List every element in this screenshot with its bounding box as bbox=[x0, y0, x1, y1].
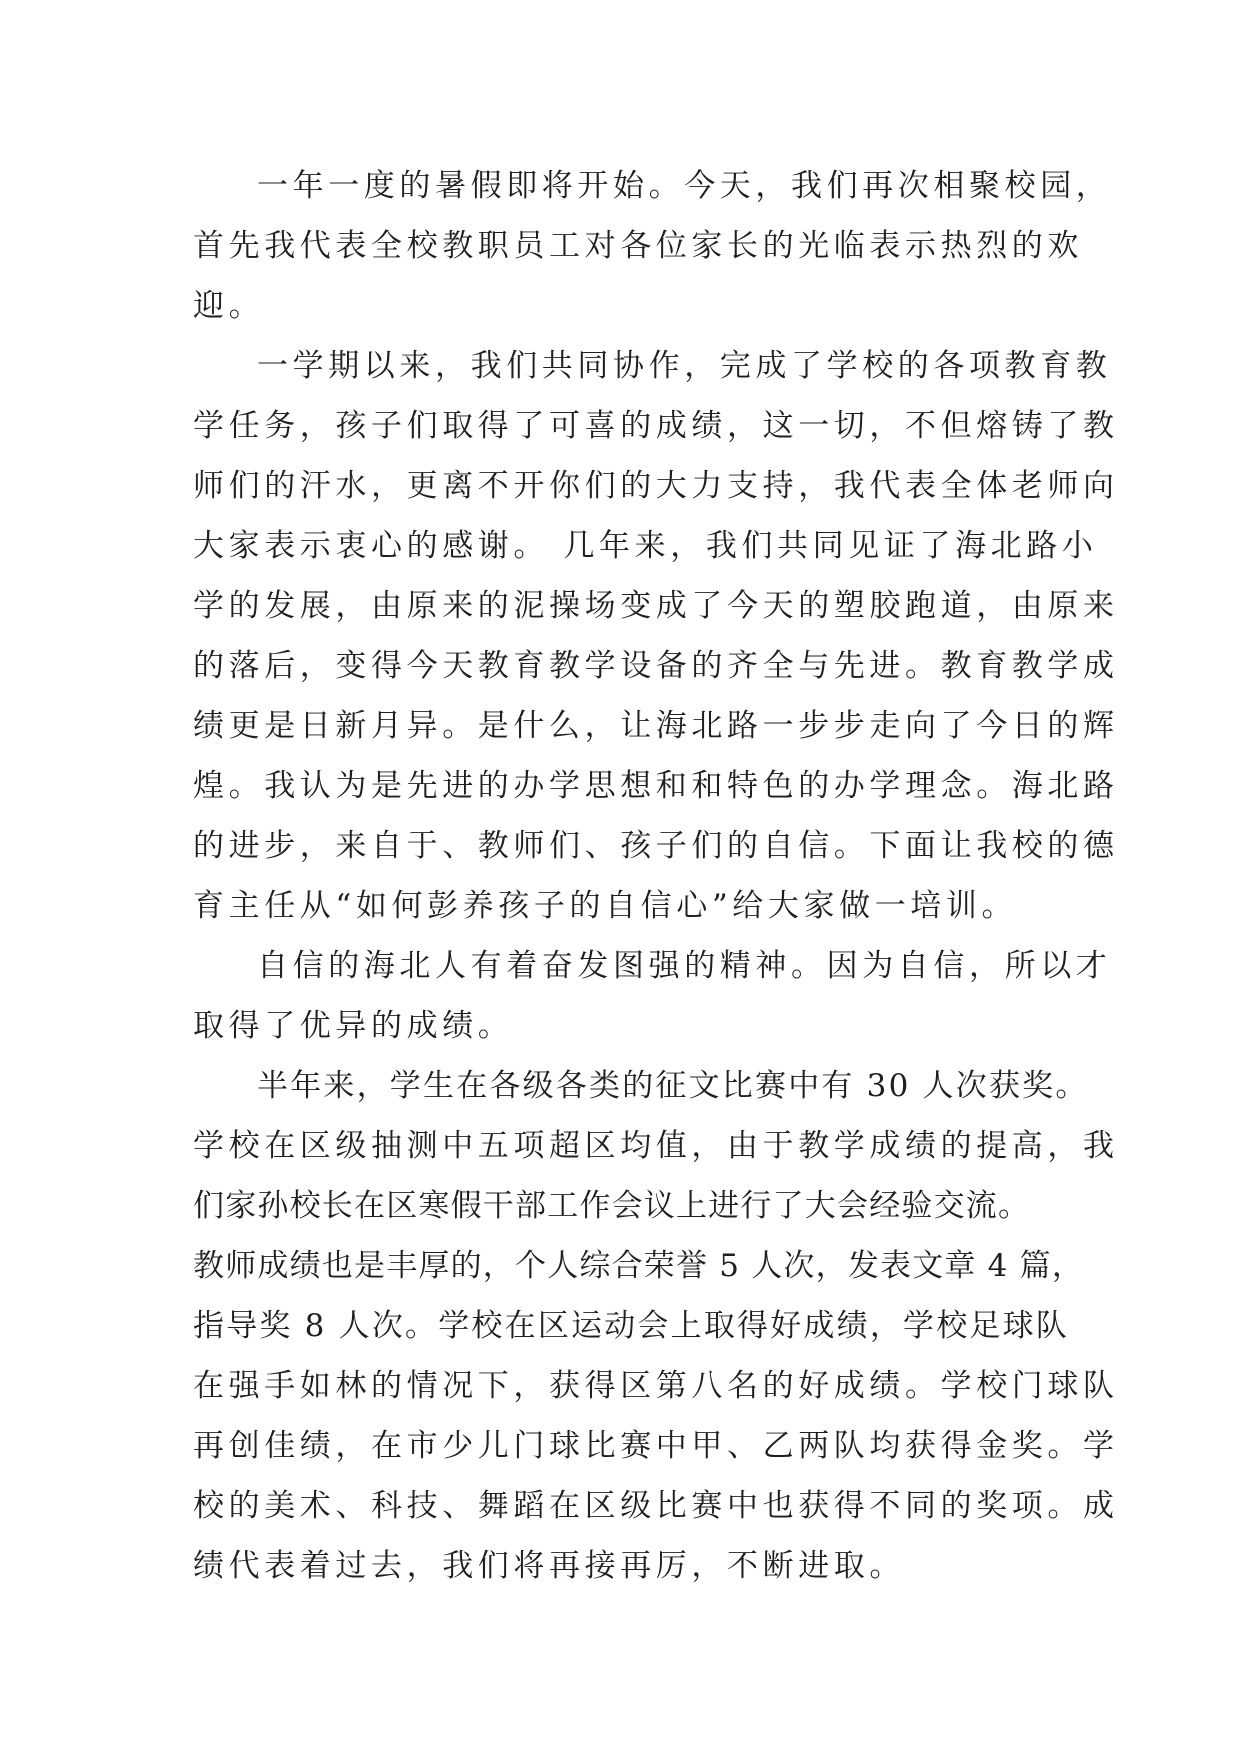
text-line: 自信的海北人有着奋发图强的精神。因为自信，所以才 bbox=[257, 948, 1112, 984]
text-line: 在强手如林的情况下，获得区第八名的好成绩。学校门球队 bbox=[193, 1368, 1119, 1404]
text-line: 绩更是日新月异。是什么，让海北路一步步走向了今日的辉 bbox=[193, 708, 1119, 744]
text-line: 绩代表着过去，我们将再接再厉，不断进取。 bbox=[193, 1548, 905, 1584]
text-line: 指导奖 8 人次。学校在区运动会上取得好成绩，学校足球队 bbox=[193, 1308, 1070, 1344]
text-line: 取得了优异的成绩。 bbox=[193, 1008, 514, 1044]
text-line: 学任务，孩子们取得了可喜的成绩，这一切，不但熔铸了教 bbox=[193, 408, 1119, 444]
text-line: 一学期以来，我们共同协作，完成了学校的各项教育教 bbox=[257, 348, 1112, 384]
paragraph-semester-review bbox=[193, 336, 1119, 936]
text-line: 迎。 bbox=[193, 288, 265, 324]
text-line: 教师成绩也是丰厚的，个人综合荣誉 5 人次，发表文章 4 篇， bbox=[193, 1248, 1085, 1284]
text-line: 半年来，学生在各级各类的征文比赛中有 30 人次获奖。 bbox=[257, 1068, 1089, 1104]
text-line: 的落后，变得今天教育教学设备的齐全与先进。教育教学成 bbox=[193, 648, 1119, 684]
text-line: 一年一度的暑假即将开始。今天，我们再次相聚校园， bbox=[257, 168, 1112, 204]
text-line: 们家孙校长在区寒假干部工作会议上进行了大会经验交流。 bbox=[193, 1188, 1031, 1224]
text-line: 学校在区级抽测中五项超区均值，由于教学成绩的提高，我 bbox=[193, 1128, 1119, 1164]
text-line: 的进步，来自于、教师们、孩子们的自信。下面让我校的德 bbox=[193, 828, 1119, 864]
paragraph-achievements bbox=[193, 1056, 1119, 1596]
text-line: 煌。我认为是先进的办学思想和和特色的办学理念。海北路 bbox=[193, 768, 1119, 804]
text-line: 大家表示衷心的感谢。 几年来，我们共同见证了海北路小 bbox=[193, 528, 1098, 564]
paragraph-confidence bbox=[193, 936, 1112, 1056]
paragraph-summer-welcome bbox=[193, 156, 1112, 336]
text-line: 学的发展，由原来的泥操场变成了今天的塑胶跑道，由原来 bbox=[193, 588, 1119, 624]
text-line: 再创佳绩，在市少儿门球比赛中甲、乙两队均获得金奖。学 bbox=[193, 1428, 1119, 1464]
text-line: 校的美术、科技、舞蹈在区级比赛中也获得不同的奖项。成 bbox=[193, 1488, 1119, 1524]
document-body bbox=[193, 156, 1119, 1596]
text-line: 师们的汗水，更离不开你们的大力支持，我代表全体老师向 bbox=[193, 468, 1119, 504]
text-line: 首先我代表全校教职员工对各位家长的光临表示热烈的欢 bbox=[193, 228, 1083, 264]
text-line: 育主任从“如何彭养孩子的自信心”给大家做一培训。 bbox=[193, 888, 1018, 924]
